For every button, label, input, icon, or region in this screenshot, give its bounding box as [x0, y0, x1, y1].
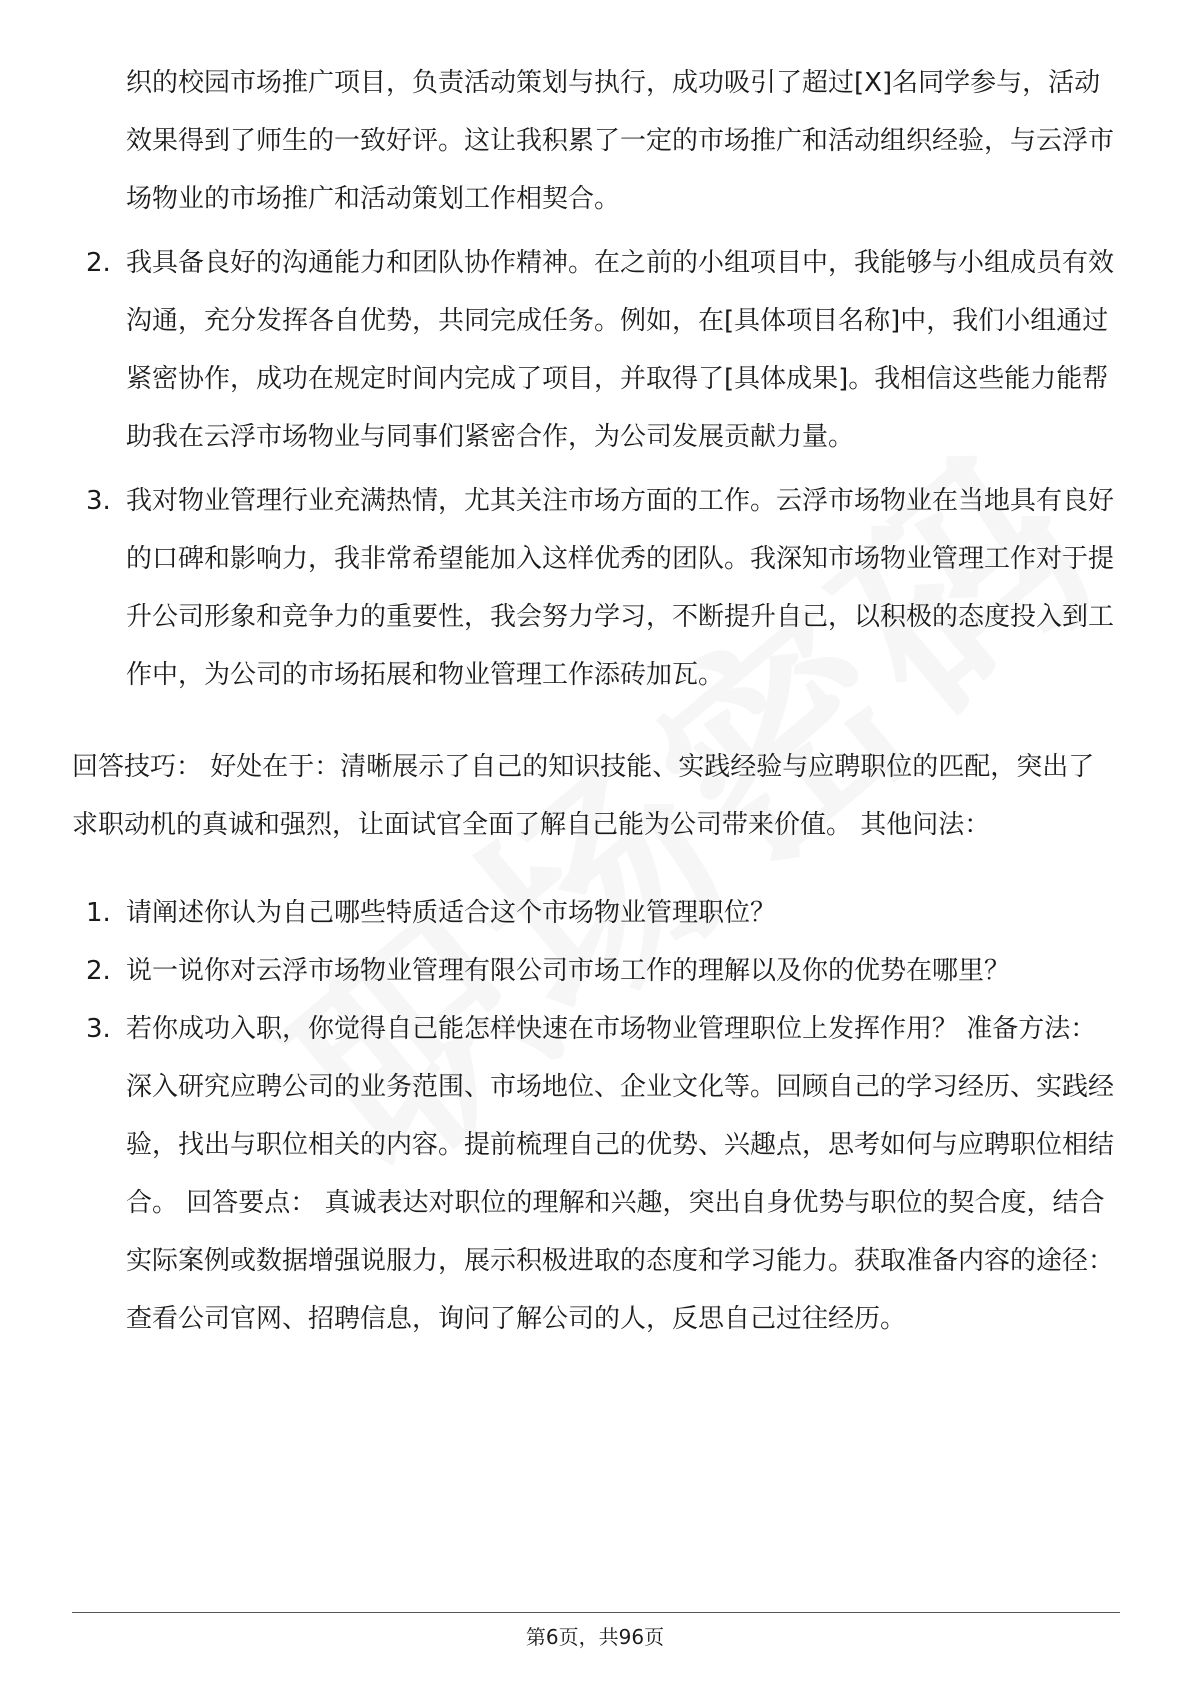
- list-item-text: 我具备良好的沟通能力和团队协作精神。在之前的小组项目中，我能够与小组成员有效沟通，充分发挥各自优势，共同完成任务。例如，在[具体项目名称]中，我们小组通过紧密协作，成功在规定时间内完成了项目，并取得了[具体成果]。我相信这些能力能帮助我在云浮市场物业与同事们紧密合作，为公司发展贡献力量。: [126, 248, 1115, 452]
- list-item-continuation: 织的校园市场推广项目，负责活动策划与执行，成功吸引了超过[X]名同学参与，活动效果得到了师生的一致好评。这让我积累了一定的市场推广和活动组织经验，与云浮市场物业的市场推广和活动策划工作相契合。: [126, 68, 1115, 214]
- list-item: [72, 942, 1120, 1000]
- list-item-text: 若你成功入职，你觉得自己能怎样快速在市场物业管理职位上发挥作用？ 准备方法： 深入研究应聘公司的业务范围、市场地位、企业文化等。回顾自己的学习经历、实践经验，找出与职位相关的内容。提前梳理自己的优势、兴趣点，思考如何与应聘职位相结合。 回答要点： 真诚表达对职位的理解和兴趣，突出自身优势与职位的契合度，结合实际案例或数据增强说服力，展示积极进取的态度和学习能力。获取准备内容的途径：查看公司官网、招聘信息，询问了解公司的人，反思自己过往经历。: [126, 1014, 1115, 1334]
- list-item-number: 3.: [86, 486, 111, 516]
- list-item-number: 3.: [86, 1014, 111, 1044]
- page-content: [72, 54, 1120, 1348]
- footer-divider: [72, 1612, 1120, 1613]
- list-item-number: 2.: [86, 956, 111, 986]
- answer-tips-paragraph: 回答技巧： 好处在于：清晰展示了自己的知识技能、实践经验与应聘职位的匹配，突出了求职动机的真诚和强烈，让面试官全面了解自己能为公司带来价值。 其他问法：: [72, 752, 1095, 840]
- other-questions-list: [72, 884, 1120, 1348]
- page-number: 第6页，共96页: [525, 1625, 665, 1649]
- list-item: [72, 472, 1120, 704]
- list-item-text: 请阐述你认为自己哪些特质适合这个市场物业管理职位？: [126, 898, 777, 928]
- list-item: [72, 234, 1120, 466]
- list-item-number: 2.: [86, 248, 111, 278]
- list-item: [72, 1000, 1120, 1348]
- list-item: [72, 884, 1120, 942]
- list-item-text: 我对物业管理行业充满热情，尤其关注市场方面的工作。云浮市场物业在当地具有良好的口碑和影响力，我非常希望能加入这样优秀的团队。我深知市场物业管理工作对于提升公司形象和竞争力的重要性，我会努力学习，不断提升自己，以积极的态度投入到工作中，为公司的市场拓展和物业管理工作添砖加瓦。: [126, 486, 1115, 690]
- list-item-text: 说一说你对云浮市场物业管理有限公司市场工作的理解以及你的优势在哪里？: [126, 956, 1011, 986]
- strengths-list: [72, 234, 1120, 704]
- list-item-number: 1.: [86, 898, 111, 928]
